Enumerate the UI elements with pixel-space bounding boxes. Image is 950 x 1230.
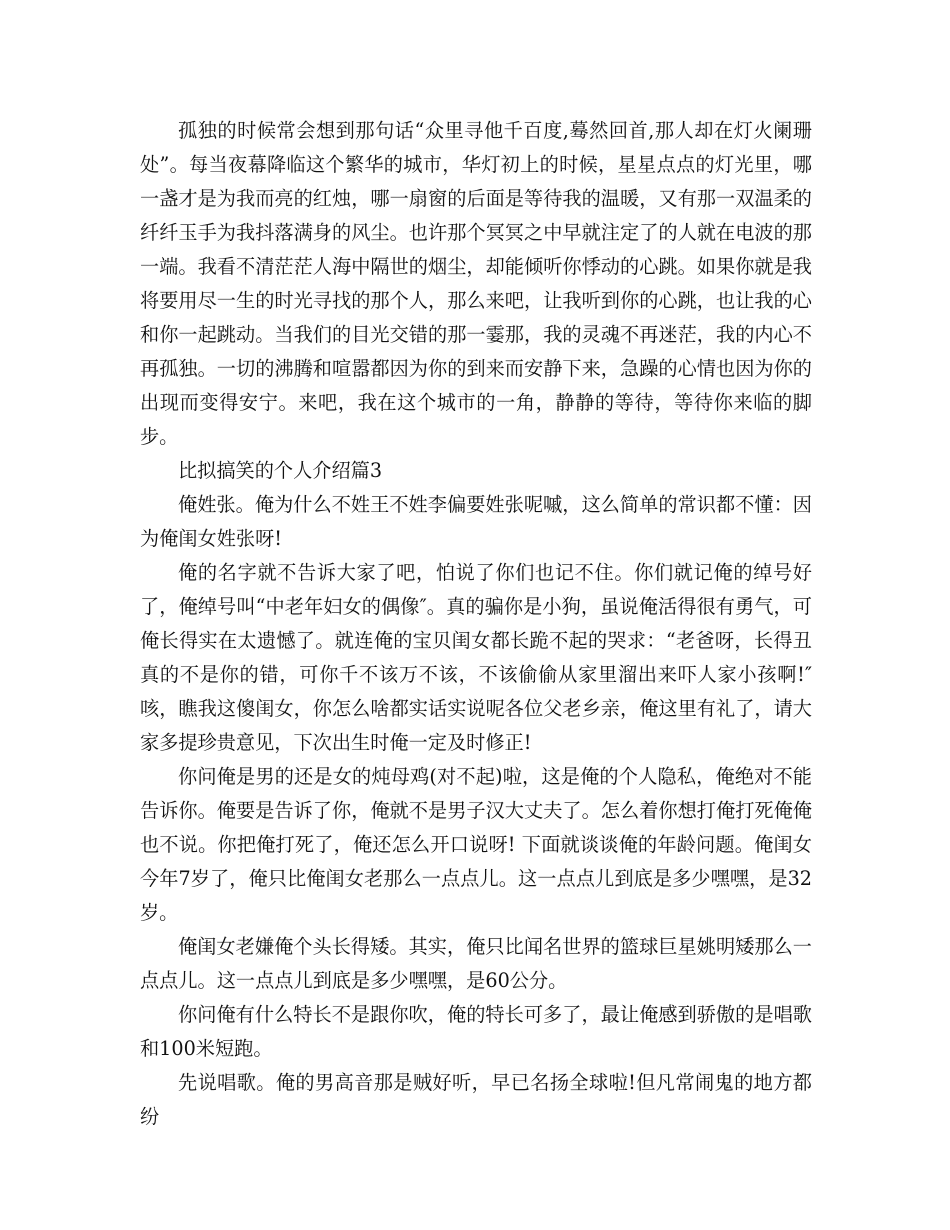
paragraph-skills: 你问俺有什么特长不是跟你吹，俺的特长可多了，最让俺感到骄傲的是唱歌和100米短跑。 (140, 1003, 812, 1060)
paragraph-height: 俺闺女老嫌俺个头长得矮。其实，俺只比闻名世界的篮球巨星姚明矮那么一点点儿。这一点点儿到底是多少嘿嘿，是60公分。 (140, 935, 812, 992)
document-body (140, 114, 812, 1134)
paragraph-age: 你问俺是男的还是女的炖母鸡(对不起)啦，这是俺的个人隐私，俺绝对不能告诉你。俺要是告诉了你，俺就不是男子汉大丈夫了。怎么着你想打俺打死俺俺也不说。你把俺打死了，俺还怎么开口说呀! 下面就谈谈俺的年龄问题。俺闺女今年7岁了，俺只比俺闺女老那么一点点儿。这一点点儿到底是多少嘿嘿，是32岁。 (140, 765, 812, 924)
paragraph-singing: 先说唱歌。俺的男高音那是贼好听，早已名扬全球啦!但凡常闹鬼的地方都纷 (140, 1071, 812, 1128)
paragraph-nickname: 俺的名字就不告诉大家了吧，怕说了你们也记不住。你们就记俺的绰号好了，俺绰号叫“中老年妇女的偶像″。真的骗你是小狗，虽说俺活得很有勇气，可俺长得实在太遗憾了。就连俺的宝贝闺女都长跪不起的哭求：“老爸呀，长得丑真的不是你的错，可你千不该万不该，不该偷偷从家里溜出来吓人家小孩啊!″咳，瞧我这傻闺女，你怎么啥都实话实说呢各位父老乡亲，俺这里有礼了，请大家多提珍贵意见，下次出生时俺一定及时修正! (140, 561, 812, 754)
paragraph-intro: 孤独的时候常会想到那句话“众里寻他千百度,蓦然回首,那人却在灯火阑珊处”。每当夜幕降临这个繁华的城市，华灯初上的时候，星星点点的灯光里，哪一盏才是为我而亮的红烛，哪一扇窗的后面是等待我的温暖，又有那一双温柔的纤纤玉手为我抖落满身的风尘。也许那个冥冥之中早就注定了的人就在电波的那一端。我看不清茫茫人海中隔世的烟尘，却能倾听你悸动的心跳。如果你就是我将要用尽一生的时光寻找的那个人，那么来吧，让我听到你的心跳，也让我的心和你一起跳动。当我们的目光交错的那一霎那，我的灵魂不再迷茫，我的内心不再孤独。一切的沸腾和喧嚣都因为你的到来而安静下来，急躁的心情也因为你的出现而变得安宁。来吧，我在这个城市的一角，静静的等待，等待你来临的脚步。 (140, 119, 812, 448)
section-heading: 比拟搞笑的个人介绍篇3 (178, 459, 383, 482)
paragraph-surname: 俺姓张。俺为什么不姓王不姓李偏要姓张呢嘁，这么简单的常识都不懂：因为俺闺女姓张呀! (140, 493, 812, 550)
